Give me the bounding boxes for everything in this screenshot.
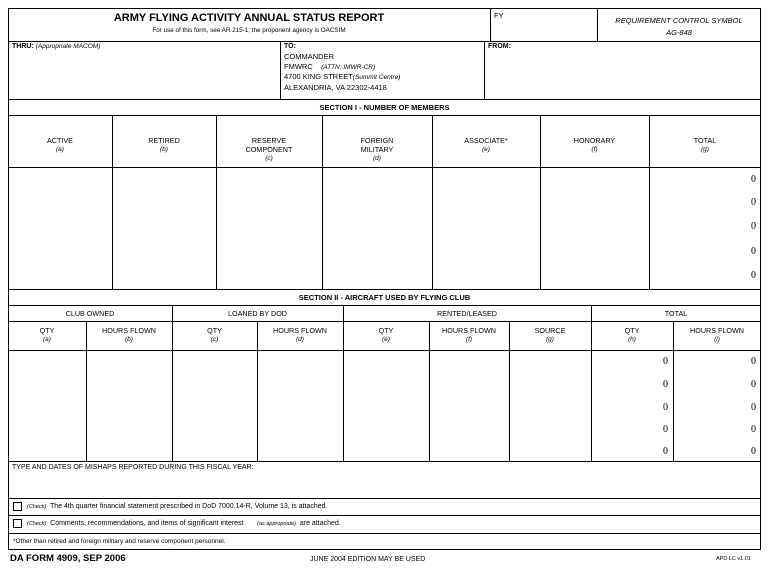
s2-hours-total-2: 0 (751, 379, 756, 390)
s1-retired-field[interactable] (114, 169, 214, 287)
s2-qty-total-5: 0 (663, 446, 668, 457)
s1-total-3: 0 (751, 221, 756, 232)
s1-honorary-field[interactable] (542, 169, 647, 287)
to-label: TO: (284, 43, 296, 50)
s1-active-field[interactable] (10, 169, 110, 287)
s2-group-loaned: LOANED BY DOD (228, 309, 287, 318)
version-label: APD LC v1.01 (716, 556, 751, 562)
s2-col-b: HOURS FLOWN (b) (102, 326, 156, 343)
footnote: *Other than retired and foreign military and reserve component personnel. (13, 538, 226, 545)
s2-rented-qty-field[interactable] (345, 352, 427, 459)
section-1-title: SECTION I - NUMBER OF MEMBERS (319, 103, 450, 112)
s2-loaned-hours-field[interactable] (259, 352, 341, 459)
s2-col-f: HOURS FLOWN (f) (442, 326, 496, 343)
s1-total-1: 0 (751, 174, 756, 185)
s2-col-d: HOURS FLOWN (d) (273, 326, 327, 343)
s2-col-c: QTY (c) (207, 326, 222, 343)
form-title: ARMY FLYING ACTIVITY ANNUAL STATUS REPORT (113, 12, 385, 24)
fy-label: FY (494, 11, 504, 20)
check-note-2: (as appropriate) (257, 521, 296, 527)
mishaps-field[interactable] (12, 474, 757, 496)
s1-col-total: TOTAL (g) (693, 136, 717, 153)
to-line-1: COMMANDER (284, 52, 334, 61)
s1-col-associate: ASSOCIATE* (e) (464, 136, 508, 153)
s2-qty-total-4: 0 (663, 424, 668, 435)
to-line-4: ALEXANDRIA, VA 22302-4418 (284, 82, 387, 92)
from-label: FROM: (488, 43, 511, 50)
check-hint-2: (Check) (27, 521, 47, 527)
thru-label: THRU: (12, 43, 34, 50)
s1-foreign-field[interactable] (324, 169, 430, 287)
check-tail-2: are attached. (299, 520, 341, 527)
s2-loaned-qty-field[interactable] (174, 352, 255, 459)
comments-checkbox[interactable] (13, 519, 22, 528)
s1-total-2: 0 (751, 197, 756, 208)
edition-note: JUNE 2004 EDITION MAY BE USED (310, 556, 426, 563)
s1-associate-field[interactable] (434, 169, 538, 287)
check-text-2: Comments, recommendations, and items of significant interest (50, 520, 244, 527)
s2-group-club-owned: CLUB OWNED (65, 309, 115, 318)
thru-field[interactable] (12, 55, 276, 95)
rcs-value: AG-848 (666, 28, 692, 37)
mishaps-label: TYPE AND DATES OF MISHAPS REPORTED DURING THIS FISCAL YEAR: (12, 464, 254, 471)
s2-col-i: HOURS FLOWN (i) (690, 326, 744, 343)
s1-col-foreign: FOREIGN MILITARY (d) (360, 136, 394, 162)
s1-col-reserve: RESERVE COMPONENT (c) (245, 136, 293, 162)
s2-col-a: QTY (a) (39, 326, 55, 343)
thru-block (12, 43, 100, 50)
s2-group-rented: RENTED/LEASED (437, 309, 497, 318)
check-row-1 (27, 503, 327, 510)
s2-club-qty-field[interactable] (10, 352, 84, 459)
from-field[interactable] (488, 55, 756, 95)
fy-field[interactable] (504, 18, 594, 38)
section-2-title: SECTION II - AIRCRAFT USED BY FLYING CLUB (298, 293, 471, 302)
form-subtitle: For use of this form, see AR 215-1; the proponent agency is OACSIM (152, 27, 346, 34)
form-number: DA FORM 4909, SEP 2006 (10, 553, 126, 564)
check-row-2 (27, 520, 341, 527)
to-summit: (Summit Centre) (352, 74, 401, 81)
check-hint-1: (Check) (27, 504, 47, 510)
s2-hours-total-1: 0 (751, 356, 756, 367)
to-line-2: FMWRC (ATTN: IMWR-CR) (284, 61, 376, 71)
to-attn: (ATTN: IMWR-CR) (321, 63, 376, 71)
s2-qty-total-1: 0 (663, 356, 668, 367)
s2-hours-total-3: 0 (751, 402, 756, 413)
rcs-label: REQUIREMENT CONTROL SYMBOL (615, 16, 743, 25)
s1-col-active: ACTIVE (a) (47, 136, 73, 153)
to-address (284, 52, 400, 92)
to-line-3: 4700 KING STREET(Summit Centre) (284, 72, 401, 81)
s1-total-5: 0 (751, 270, 756, 281)
s2-hours-total-5: 0 (751, 446, 756, 457)
s2-hours-total-4: 0 (751, 424, 756, 435)
s2-col-e: QTY (e) (378, 326, 394, 343)
thru-note: (Appropriate MACOM) (35, 43, 101, 50)
s2-col-h: QTY (h) (624, 326, 640, 343)
s1-col-honorary: HONORARY (f) (573, 136, 616, 153)
s2-rented-source-field[interactable] (511, 352, 589, 459)
s2-group-total: TOTAL (664, 309, 688, 318)
s2-club-hours-field[interactable] (88, 352, 170, 459)
s2-qty-total-2: 0 (663, 379, 668, 390)
s1-total-4: 0 (751, 246, 756, 257)
financial-statement-checkbox[interactable] (13, 502, 22, 511)
s2-rented-hours-field[interactable] (431, 352, 507, 459)
s1-col-retired: RETIRED (b) (148, 136, 180, 153)
s2-col-g: SOURCE (g) (534, 326, 566, 343)
s1-reserve-field[interactable] (218, 169, 320, 287)
check-text-1: The 4th quarter financial statement prescribed in DoD 7000.14-R, Volume 13, is attached. (50, 503, 328, 510)
s2-qty-total-3: 0 (663, 402, 668, 413)
